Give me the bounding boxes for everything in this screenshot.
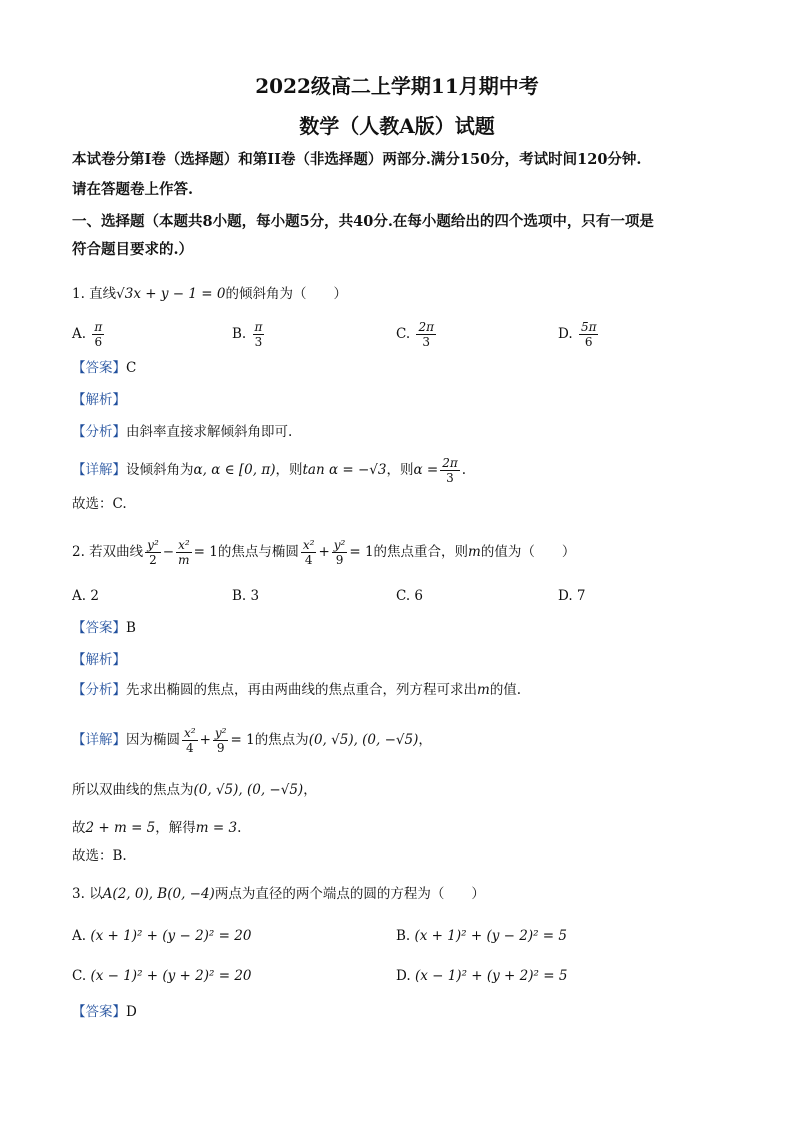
question-3: 3. 以A(2, 0), B(0, −4)两点为直径的两个端点的圆的方程为（ ） (72, 886, 485, 902)
q1-xiangjie: 【详解】设倾斜角为α, α ∈ [0, π)，则tan α = −√3，则α = $\frac{2\pi}{3}$ . (72, 456, 467, 485)
q2-analysis-label: 【解析】 (72, 652, 126, 668)
q1-option-c: C. $\frac{2\pi}{3}$ (396, 320, 434, 349)
q1-equation: √3x + y − 1 = 0 (116, 286, 226, 302)
q2-fenxi: 【分析】先求出椭圆的焦点，再由两曲线的焦点重合，列方程可求出m的值. (72, 682, 522, 698)
intro-line-1: 本试卷分第I卷（选择题）和第II卷（非选择题）两部分.满分150分，考试时间120分钟. (72, 151, 642, 168)
q3-option-c: C. (x − 1)² + (y + 2)² = 20 (72, 968, 252, 984)
section-heading-line-2: 符合题目要求的.） (72, 241, 194, 258)
q1-analysis-label: 【解析】 (72, 392, 126, 408)
q2-option-d: D. 7 (558, 588, 586, 604)
q1-choice: 故选：C. (72, 496, 127, 512)
q1-option-d: D. $\frac{5\pi}{6}$ (558, 320, 597, 349)
q2-answer: 【答案】B (72, 620, 136, 636)
exam-subtitle: 数学（人教A版）试题 (299, 114, 495, 138)
question-2: 2. 若双曲线 $\frac{\text{y²}}{2}$ − $\frac{\text{x²}}{m}$ = 1的焦点与椭圆 $\frac{\text{x²}}{4}$ + $\frac{\text{y²}}{9}$ = 1的焦点重合，则m的值为（ ） (72, 538, 576, 567)
q3-option-a: A. (x + 1)² + (y − 2)² = 20 (72, 928, 252, 944)
q2-option-a: A. 2 (72, 588, 99, 604)
exam-title: 2022级高二上学期11月期中考 (255, 74, 539, 98)
q2-xiangjie-1: 【详解】因为椭圆 $\frac{\text{x²}}{4}$ + $\frac{\text{y²}}{9}$ = 1的焦点为(0, √5), (0, −√5)， (72, 726, 432, 755)
q3-option-d: D. (x − 1)² + (y + 2)² = 5 (396, 968, 568, 984)
q2-option-c: C. 6 (396, 588, 424, 604)
q1-option-b: B. $\frac{\pi}{3}$ (232, 320, 263, 349)
question-1 (72, 284, 347, 304)
q1-suffix: 的倾斜角为（ ） (225, 286, 347, 302)
q1-answer: 【答案】C (72, 360, 137, 376)
q1-option-b-frac: $\frac{\pi}{3}$ (254, 320, 263, 349)
q1-option-a-frac: $\frac{\pi}{6}$ (94, 320, 103, 349)
q2-xiangjie-2: 所以双曲线的焦点为(0, √5), (0, −√5)， (72, 782, 317, 798)
q1-prefix: 1. 直线 (72, 286, 117, 302)
q3-answer: 【答案】D (72, 1004, 137, 1020)
q1-option-c-frac: $\frac{2\pi}{3}$ (418, 320, 434, 349)
q2-choice: 故选：B. (72, 848, 127, 864)
q1-option-d-frac: $\frac{5\pi}{6}$ (580, 320, 597, 349)
intro-line-2: 请在答题卷上作答. (72, 181, 194, 198)
q1-fenxi: 【分析】由斜率直接求解倾斜角即可. (72, 424, 293, 440)
q3-option-b: B. (x + 1)² + (y − 2)² = 5 (396, 928, 567, 944)
q1-option-a: A. $\frac{\pi}{6}$ (72, 320, 103, 349)
q2-option-b: B. 3 (232, 588, 260, 604)
q2-xiangjie-3: 故2 + m = 5，解得m = 3. (72, 820, 242, 836)
section-heading-line-1: 一、选择题（本题共8小题，每小题5分，共40分.在每小题给出的四个选项中，只有一项是 (72, 213, 654, 230)
